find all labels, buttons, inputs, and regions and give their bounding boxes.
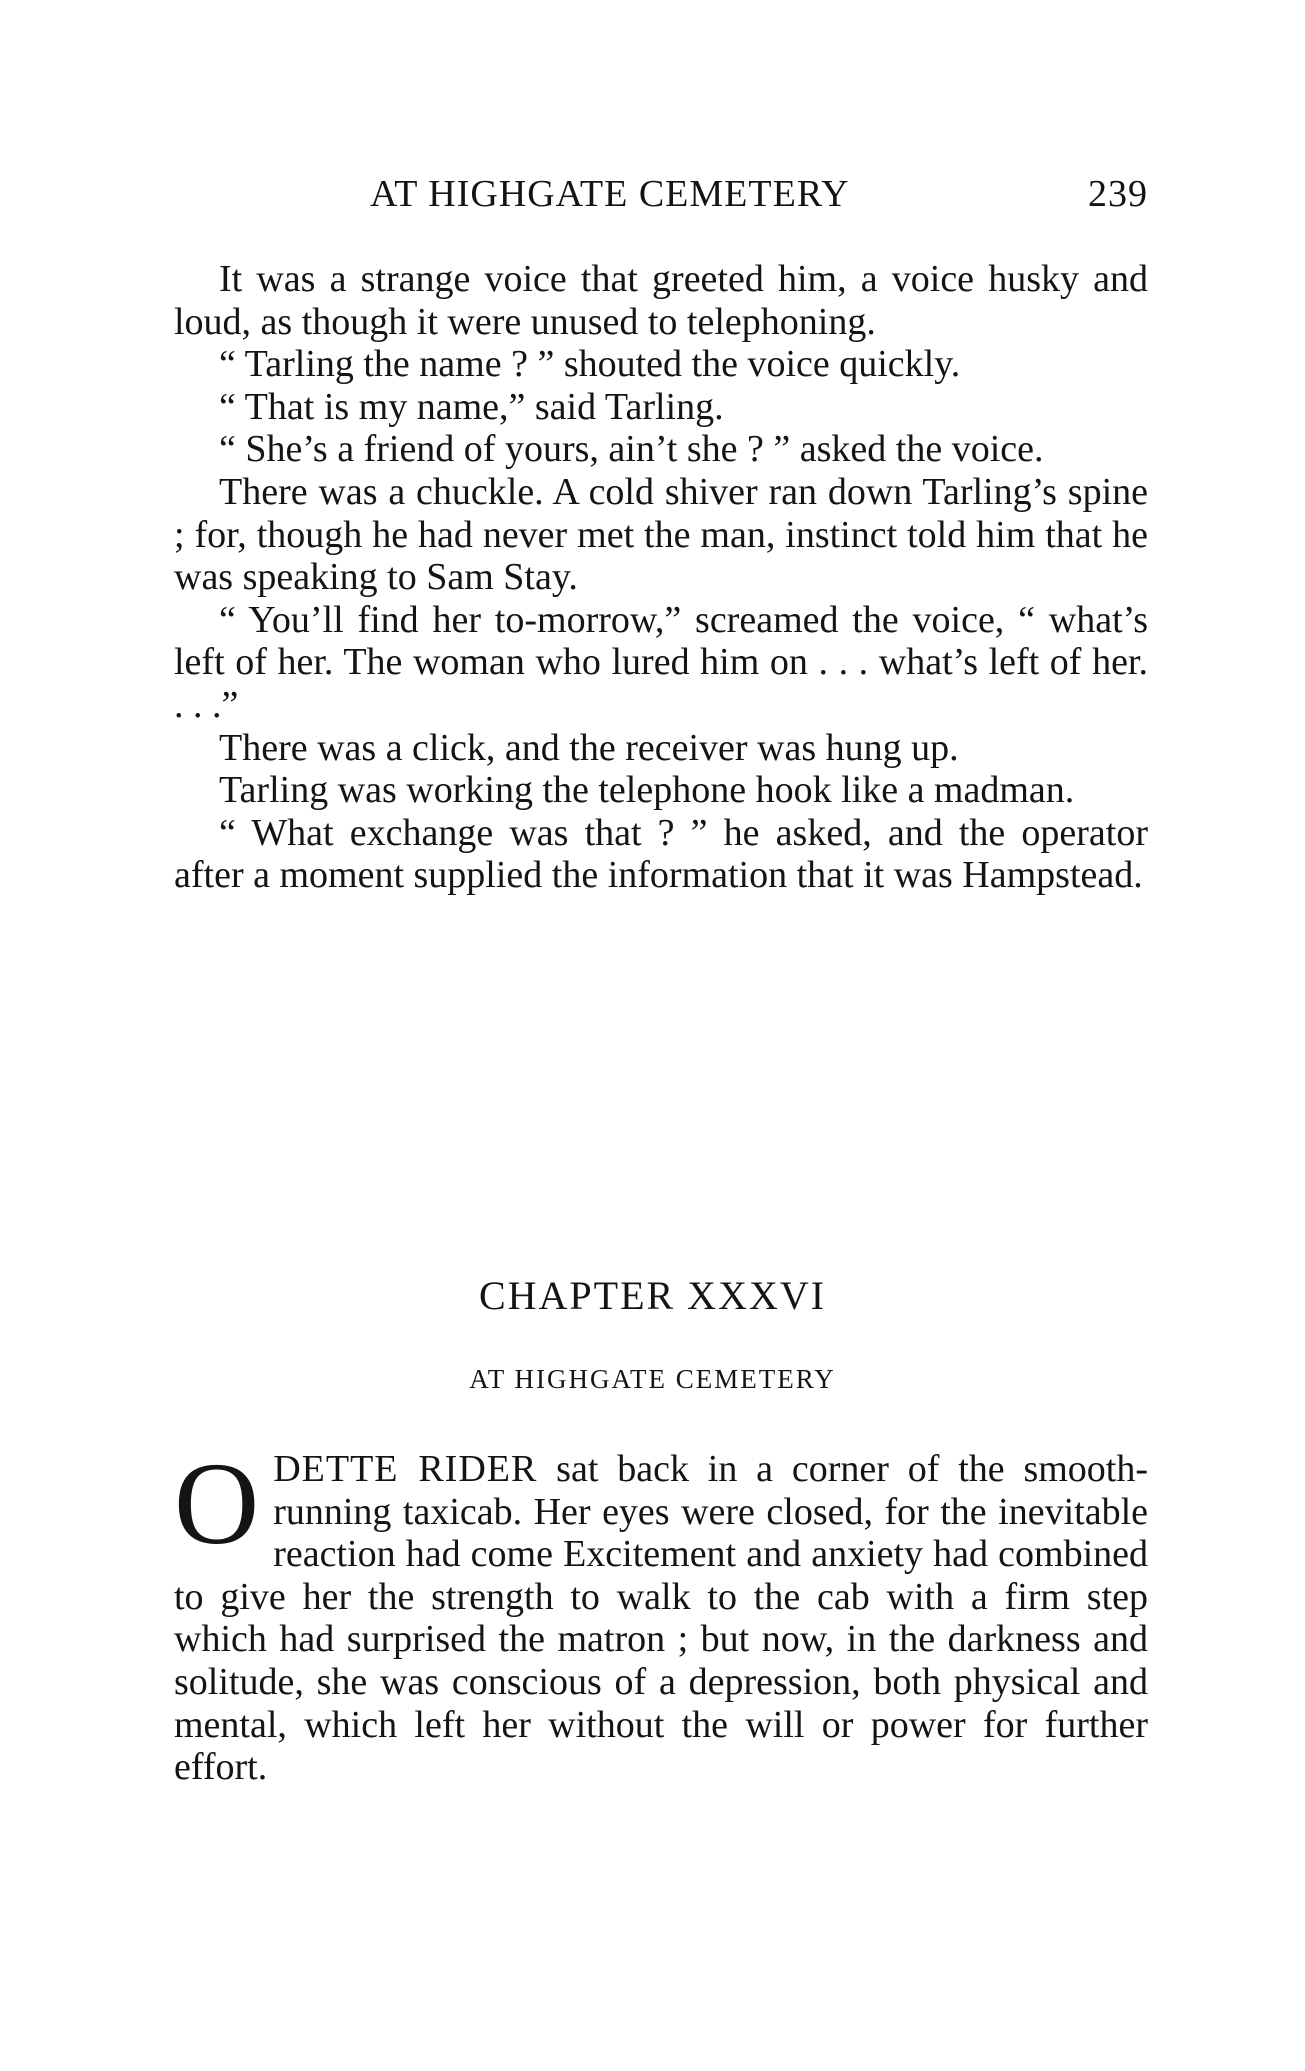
- paragraph: Tarling was working the telephone hook like a madman.: [219, 769, 1075, 812]
- paragraph: “ What exchange was that ? ” he asked, and the operator after a moment supplied the information that it was Hampstead.: [174, 811, 1148, 897]
- running-title: AT HIGHGATE CEMETERY: [370, 173, 850, 215]
- chapter-title: AT HIGHGATE CEMETERY: [469, 1364, 836, 1394]
- paragraph: There was a chuckle. A cold shiver ran down Tarling’s spine ; for, though he had never met the man, instinct told him that he was speaking to Sam Stay.: [174, 470, 1148, 599]
- paragraph: It was a strange voice that greeted him, a voice husky and loud, as though it were unused to telephoning.: [174, 258, 1148, 343]
- chapter-opening-paragraph: [174, 1438, 1148, 1789]
- paragraph: “ Tarling the name ? ” shouted the voice quickly.: [219, 343, 961, 386]
- text-block-top: [174, 258, 1148, 897]
- page-number: 239: [1088, 173, 1148, 215]
- opening-caps: DETTE RIDER: [273, 1448, 538, 1490]
- paragraph: “ You’ll find her to-morrow,” screamed the voice, “ what’s left of her. The woman who lured him on . . . what’s left of her. . . .”: [174, 598, 1148, 726]
- drop-cap: O: [174, 1438, 260, 1569]
- paragraph: There was a click, and the receiver was hung up.: [219, 726, 959, 769]
- paragraph: “ That is my name,” said Tarling.: [219, 385, 724, 428]
- opening-text: sat back in a corner of the smooth-running taxicab. Her eyes were closed, for the inevitable reaction had come Excitement and anxiety had combined to give her the strength to walk to the cab with a firm step which had surprised the matron ; but now, in the darkness and solitude, she was conscious of a depression, both physical and mental, which left her without the will or power for further effort.: [174, 1448, 1148, 1789]
- running-head: [174, 172, 1148, 222]
- text-block-chapter: [174, 1438, 1148, 1789]
- chapter-number: CHAPTER XXXVI: [478, 1273, 827, 1318]
- paragraph: “ She’s a friend of yours, ain’t she ? ” asked the voice.: [219, 428, 1044, 471]
